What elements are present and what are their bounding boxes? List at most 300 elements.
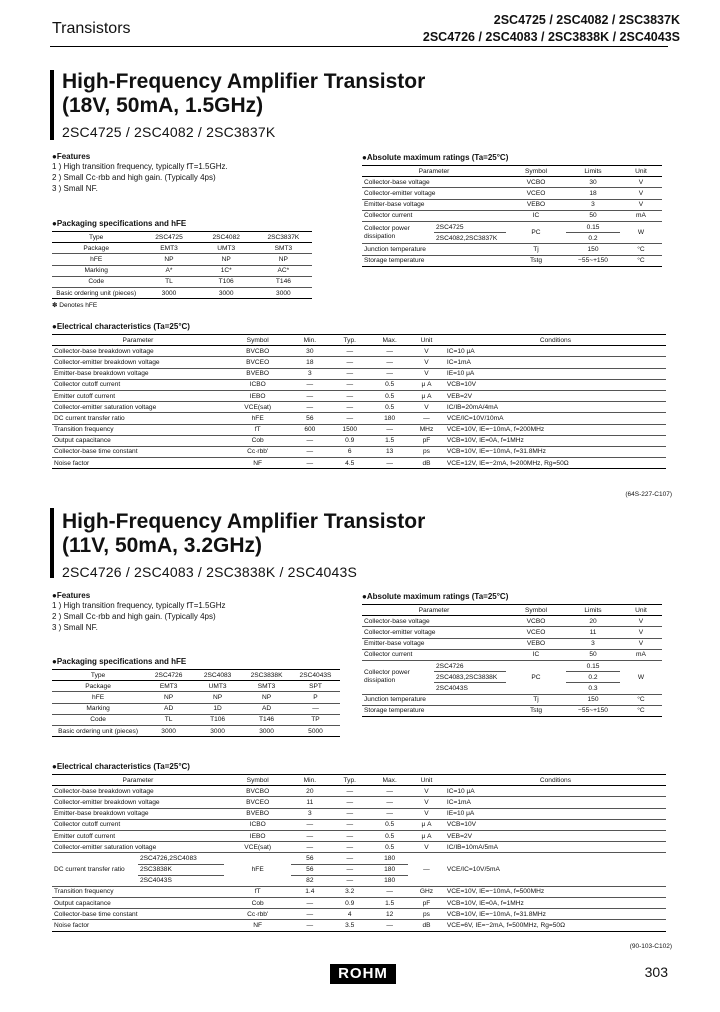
table-row xyxy=(52,276,312,287)
section1-title-line2: (18V, 50mA, 1.5GHz) xyxy=(62,94,264,117)
table-cell: °C xyxy=(620,244,662,255)
table-cell: — xyxy=(291,379,328,390)
table-cell: — xyxy=(371,357,408,368)
table-row xyxy=(362,660,662,671)
table-row xyxy=(52,797,666,808)
table-cell: TL xyxy=(144,714,193,725)
param-cell: Emitter cutoff current xyxy=(52,830,224,841)
param-cell: Collector power dissipation xyxy=(362,221,434,243)
table-cell: 11 xyxy=(291,797,328,808)
table-row xyxy=(52,692,340,703)
param-cell: Collector cutoff current xyxy=(52,379,224,390)
table-cell: Package xyxy=(52,243,140,254)
table-cell: 3000 xyxy=(242,725,291,736)
table-header xyxy=(362,605,662,616)
table-cell: VEBO xyxy=(506,199,566,210)
table-cell: 18 xyxy=(291,357,328,368)
packaging-title: ●Packaging specifications and hFE xyxy=(52,657,187,666)
table-row xyxy=(52,681,340,692)
table-cell: V xyxy=(408,786,445,797)
section1-code: (64S-227-C107) xyxy=(625,491,672,498)
table-row xyxy=(52,424,666,435)
table-cell: 1.5 xyxy=(371,435,408,446)
section2-title-line2: (11V, 50mA, 3.2GHz) xyxy=(62,534,262,557)
table-cell: Tstg xyxy=(506,255,566,266)
table-cell: — xyxy=(328,413,371,424)
table-cell: ICBO xyxy=(224,819,292,830)
table-cell: — xyxy=(371,886,408,897)
table-row xyxy=(52,287,312,298)
table-cell: 11 xyxy=(566,627,620,638)
abs-ratings-table xyxy=(362,165,662,267)
variant-cell: 2SC4083,2SC3838K xyxy=(434,672,506,683)
header-cell: 2SC4726 xyxy=(144,670,193,681)
section2-parts: 2SC4726 / 2SC4083 / 2SC3838K / 2SC4043S xyxy=(62,564,357,580)
table-cell: — xyxy=(371,458,408,469)
table-cell: NP xyxy=(144,692,193,703)
table-cell: VCB=10V, IE=−10mA, f=31.8MHz xyxy=(445,909,666,920)
table-cell: VCEO xyxy=(506,627,566,638)
param-cell: Collector-emitter voltage xyxy=(362,188,506,199)
table-cell: V xyxy=(620,638,662,649)
table-cell: SPT xyxy=(291,681,340,692)
param-cell: Noise factor xyxy=(52,920,224,931)
param-cell: Emitter-base breakdown voltage xyxy=(52,368,224,379)
table-row xyxy=(52,265,312,276)
param-cell: DC current transfer ratio xyxy=(52,413,224,424)
table-cell: IC=1mA xyxy=(445,797,666,808)
table-cell: 56 xyxy=(291,864,328,875)
table-header xyxy=(52,670,340,681)
unit-cell: W xyxy=(620,221,662,243)
table-cell: — xyxy=(291,909,328,920)
table-cell: — xyxy=(328,797,371,808)
table-row xyxy=(52,243,312,254)
table-cell: — xyxy=(291,898,328,909)
table-cell: 3 xyxy=(566,638,620,649)
header-cell: Limits xyxy=(566,166,620,177)
variant-cell: 2SC4043S xyxy=(138,875,224,886)
section2-packaging xyxy=(52,657,342,737)
table-cell: IE=10 μA xyxy=(445,368,666,379)
table-cell: IC=1mA xyxy=(445,357,666,368)
table-cell: 1C* xyxy=(198,265,255,276)
param-cell: Collector current xyxy=(362,210,506,221)
table-row xyxy=(362,616,662,627)
table-cell: EMT3 xyxy=(140,243,197,254)
table-row xyxy=(52,886,666,897)
feature-item: 3 ) Small NF. xyxy=(52,623,98,632)
feature-item: 3 ) Small NF. xyxy=(52,184,98,193)
table-cell: 5000 xyxy=(291,725,340,736)
param-cell: Output capacitance xyxy=(52,435,224,446)
table-cell: EMT3 xyxy=(144,681,193,692)
table-cell: Code xyxy=(52,714,144,725)
variant-cell: 2SC4726,2SC4083 xyxy=(138,853,224,864)
abs-ratings-title: ●Absolute maximum ratings (Ta=25°C) xyxy=(362,153,509,162)
table-row xyxy=(52,703,340,714)
table-cell: 4.5 xyxy=(328,458,371,469)
table-cell: — xyxy=(371,920,408,931)
header-cell: Min. xyxy=(291,335,328,346)
table-cell: T146 xyxy=(255,276,312,287)
table-cell: Cc·rbb' xyxy=(224,909,292,920)
table-row xyxy=(362,255,662,266)
table-cell: AD xyxy=(144,703,193,714)
limit-cell: 0.3 xyxy=(566,683,620,694)
table-cell: VCE=10V, IE=−10mA, f=500MHz xyxy=(445,886,666,897)
table-cell: °C xyxy=(620,705,662,716)
page-number: 303 xyxy=(644,964,668,980)
table-cell: V xyxy=(620,188,662,199)
section1-title-line1: High-Frequency Amplifier Transistor xyxy=(62,70,426,93)
table-cell: — xyxy=(371,368,408,379)
table-header xyxy=(52,232,312,243)
table-cell: ps xyxy=(408,909,445,920)
table-row xyxy=(52,379,666,390)
table-cell: — xyxy=(371,797,408,808)
packaging-table xyxy=(52,231,312,299)
header-cell: Conditions xyxy=(445,775,666,786)
table-row xyxy=(362,188,662,199)
table-cell: — xyxy=(291,703,340,714)
category-label: Transistors xyxy=(52,20,131,37)
table-cell: pF xyxy=(408,435,445,446)
table-cell: — xyxy=(328,379,371,390)
table-cell: 56 xyxy=(291,853,328,864)
header-cell: Parameter xyxy=(52,335,224,346)
table-cell: VCE/IC=10V/10mA xyxy=(445,413,666,424)
param-cell: Collector-base time constant xyxy=(52,446,224,457)
table-cell: MHz xyxy=(408,424,445,435)
table-cell: 180 xyxy=(371,853,408,864)
table-cell: BVCBO xyxy=(224,786,292,797)
symbol-cell: PC xyxy=(506,221,566,243)
table-row xyxy=(52,909,666,920)
table-row xyxy=(52,714,340,725)
param-cell: Storage temperature xyxy=(362,255,506,266)
table-cell: μ A xyxy=(408,819,445,830)
table-cell: UMT3 xyxy=(193,681,242,692)
table-cell: Code xyxy=(52,276,140,287)
table-cell: V xyxy=(620,199,662,210)
table-row xyxy=(52,786,666,797)
table-cell: IC xyxy=(506,210,566,221)
table-row xyxy=(52,920,666,931)
header-parts-line1: 2SC4725 / 2SC4082 / 2SC3837K xyxy=(493,13,680,27)
features-list xyxy=(52,161,322,194)
table-cell: Marking xyxy=(52,703,144,714)
table-cell: V xyxy=(408,808,445,819)
table-cell: — xyxy=(291,842,328,853)
table-cell: V xyxy=(408,346,445,357)
limit-cell: 0.15 xyxy=(566,221,620,232)
header-cell: Parameter xyxy=(362,166,506,177)
table-cell: μ A xyxy=(408,830,445,841)
section2-code: (90-103-C102) xyxy=(629,943,672,950)
table-cell: VCBO xyxy=(506,177,566,188)
header-cell: 2SC3838K xyxy=(242,670,291,681)
table-cell: VEBO xyxy=(506,638,566,649)
table-cell: — xyxy=(328,819,371,830)
symbol-cell: PC xyxy=(506,660,566,694)
cond-cell: VCE/IC=10V/5mA xyxy=(445,853,666,887)
header-cell: Unit xyxy=(620,605,662,616)
header-cell: Unit xyxy=(408,335,445,346)
table-cell: 3000 xyxy=(140,287,197,298)
table-cell: VCB=10V, IE=−10mA, f=31.8MHz xyxy=(445,446,666,457)
table-cell: BVEBO xyxy=(224,368,292,379)
elec-table xyxy=(52,334,666,469)
table-cell: V xyxy=(620,616,662,627)
table-cell: 0.5 xyxy=(371,402,408,413)
table-cell: VCE(sat) xyxy=(224,402,292,413)
table-cell: 6 xyxy=(328,446,371,457)
section2-title xyxy=(62,510,425,558)
variant-cell: 2SC4726 xyxy=(434,660,506,671)
rohm-logo: ROHM xyxy=(330,964,396,984)
header-cell: 2SC3837K xyxy=(255,232,312,243)
table-cell: TL xyxy=(140,276,197,287)
header-cell: 2SC4082 xyxy=(198,232,255,243)
table-cell: 600 xyxy=(291,424,328,435)
header-cell: Symbol xyxy=(506,166,566,177)
table-cell: — xyxy=(291,402,328,413)
table-cell: Tj xyxy=(506,244,566,255)
table-row xyxy=(362,694,662,705)
table-cell: 3.2 xyxy=(328,886,371,897)
table-row xyxy=(52,368,666,379)
table-cell: IC/IB=20mA/4mA xyxy=(445,402,666,413)
table-cell: — xyxy=(291,458,328,469)
table-cell: NF xyxy=(224,458,292,469)
variant-cell: 2SC4082,2SC3837K xyxy=(434,233,506,244)
table-row xyxy=(362,244,662,255)
table-cell: SMT3 xyxy=(242,681,291,692)
table-cell: BVCEO xyxy=(224,797,292,808)
header-cell: Type xyxy=(52,670,144,681)
table-cell: 4 xyxy=(328,909,371,920)
table-cell: Tj xyxy=(506,694,566,705)
param-cell: Collector-base voltage xyxy=(362,616,506,627)
param-cell: Emitter cutoff current xyxy=(52,390,224,401)
section1-abs-ratings xyxy=(362,153,664,267)
limit-cell: 0.2 xyxy=(566,233,620,244)
param-cell: Transition frequency xyxy=(52,886,224,897)
header-cell: 2SC4083 xyxy=(193,670,242,681)
table-cell: AD xyxy=(242,703,291,714)
section2-bar xyxy=(50,508,54,578)
param-cell: Collector-emitter saturation voltage xyxy=(52,402,224,413)
header-cell: Parameter xyxy=(52,775,224,786)
table-cell: 3000 xyxy=(255,287,312,298)
param-cell: Collector current xyxy=(362,649,506,660)
table-cell: Cob xyxy=(224,435,292,446)
table-cell: VCEO xyxy=(506,188,566,199)
table-cell: IC xyxy=(506,649,566,660)
packaging-title: ●Packaging specifications and hFE xyxy=(52,219,187,228)
section1-parts: 2SC4725 / 2SC4082 / 2SC3837K xyxy=(62,124,276,140)
table-cell: NP xyxy=(255,254,312,265)
table-cell: fT xyxy=(224,424,292,435)
table-cell: Marking xyxy=(52,265,140,276)
table-cell: IE=10 μA xyxy=(445,808,666,819)
table-cell: 20 xyxy=(291,786,328,797)
param-cell: Collector-emitter breakdown voltage xyxy=(52,357,224,368)
header-parts xyxy=(423,12,680,46)
table-cell: fT xyxy=(224,886,292,897)
table-cell: SMT3 xyxy=(255,243,312,254)
header-cell: Conditions xyxy=(445,335,666,346)
table-row xyxy=(52,413,666,424)
table-cell: 3 xyxy=(291,368,328,379)
table-cell: — xyxy=(328,390,371,401)
param-cell: Emitter-base voltage xyxy=(362,199,506,210)
table-cell: BVEBO xyxy=(224,808,292,819)
param-cell: DC current transfer ratio xyxy=(52,853,138,887)
section2-abs-ratings xyxy=(362,592,664,717)
table-cell: VEB=2V xyxy=(445,830,666,841)
table-row xyxy=(362,705,662,716)
table-cell: 3 xyxy=(291,808,328,819)
table-cell: — xyxy=(371,808,408,819)
table-cell: V xyxy=(408,797,445,808)
table-row xyxy=(52,853,666,864)
table-cell: BVCBO xyxy=(224,346,292,357)
param-cell: Collector-emitter breakdown voltage xyxy=(52,797,224,808)
table-cell: — xyxy=(328,368,371,379)
table-cell: — xyxy=(328,875,371,886)
param-cell: Transition frequency xyxy=(52,424,224,435)
table-cell: — xyxy=(371,424,408,435)
header-cell: Unit xyxy=(620,166,662,177)
table-cell: 150 xyxy=(566,244,620,255)
table-row xyxy=(52,346,666,357)
table-row xyxy=(52,458,666,469)
table-cell: 1D xyxy=(193,703,242,714)
table-row xyxy=(362,177,662,188)
feature-item: 2 ) Small Cc·rbb and high gain. (Typically 4ps) xyxy=(52,173,216,182)
table-cell: — xyxy=(371,786,408,797)
section2-elec xyxy=(52,762,668,932)
table-cell: pF xyxy=(408,898,445,909)
table-cell: — xyxy=(291,920,328,931)
table-row xyxy=(362,649,662,660)
feature-item: 1 ) High transition frequency, typically fT=1.5GHz. xyxy=(52,162,228,171)
table-row xyxy=(52,725,340,736)
section1-bar xyxy=(50,70,54,140)
abs-ratings-title: ●Absolute maximum ratings (Ta=25°C) xyxy=(362,592,509,601)
table-cell: 0.9 xyxy=(328,435,371,446)
header-cell: Symbol xyxy=(506,605,566,616)
table-cell: V xyxy=(408,368,445,379)
table-cell: — xyxy=(328,402,371,413)
table-cell: T106 xyxy=(198,276,255,287)
table-cell: NF xyxy=(224,920,292,931)
header-cell: Symbol xyxy=(224,335,292,346)
section1-title xyxy=(62,70,425,118)
table-cell: — xyxy=(328,830,371,841)
table-row xyxy=(52,842,666,853)
elec-title: ●Electrical characteristics (Ta=25°C) xyxy=(52,762,190,771)
table-cell: — xyxy=(328,864,371,875)
table-header xyxy=(52,335,666,346)
table-row xyxy=(52,446,666,457)
table-cell: 3.5 xyxy=(328,920,371,931)
header-cell: 2SC4725 xyxy=(140,232,197,243)
table-cell: 13 xyxy=(371,446,408,457)
table-cell: NP xyxy=(140,254,197,265)
table-cell: 0.5 xyxy=(371,390,408,401)
table-cell: V xyxy=(408,357,445,368)
header-rule xyxy=(50,46,668,47)
table-row xyxy=(362,638,662,649)
table-cell: 1500 xyxy=(328,424,371,435)
table-row xyxy=(52,898,666,909)
table-row xyxy=(52,402,666,413)
table-cell: GHz xyxy=(408,886,445,897)
table-cell: 0.5 xyxy=(371,379,408,390)
param-cell: Emitter-base breakdown voltage xyxy=(52,808,224,819)
param-cell: Collector cutoff current xyxy=(52,819,224,830)
header-cell: Parameter xyxy=(362,605,506,616)
table-cell: V xyxy=(620,177,662,188)
param-cell: Collector-base time constant xyxy=(52,909,224,920)
table-cell: dB xyxy=(408,458,445,469)
table-cell: °C xyxy=(620,694,662,705)
features-title: ●Features xyxy=(52,591,91,600)
param-cell: Emitter-base voltage xyxy=(362,638,506,649)
table-cell: 3000 xyxy=(193,725,242,736)
packaging-note: ✽ Denotes hFE xyxy=(52,302,98,310)
table-cell: hFE xyxy=(224,413,292,424)
header-cell: Max. xyxy=(371,775,408,786)
table-cell: — xyxy=(291,390,328,401)
table-cell: — xyxy=(291,446,328,457)
table-row xyxy=(362,221,662,232)
table-cell: VCE=6V, IE=−2mA, f=500MHz, Rg=50Ω xyxy=(445,920,666,931)
table-cell: mA xyxy=(620,649,662,660)
table-cell: 0.5 xyxy=(371,819,408,830)
table-cell: Cc·rbb' xyxy=(224,446,292,457)
table-cell: T106 xyxy=(193,714,242,725)
table-cell: 18 xyxy=(566,188,620,199)
section1-features xyxy=(52,152,322,194)
table-row xyxy=(52,819,666,830)
table-cell: P xyxy=(291,692,340,703)
table-cell: hFE xyxy=(52,692,144,703)
param-cell: Storage temperature xyxy=(362,705,506,716)
features-list xyxy=(52,600,322,633)
table-cell: NP xyxy=(198,254,255,265)
header-cell: Min. xyxy=(291,775,328,786)
table-cell: T146 xyxy=(242,714,291,725)
table-cell: 180 xyxy=(371,864,408,875)
table-cell: 180 xyxy=(371,413,408,424)
header-cell: Unit xyxy=(408,775,445,786)
table-cell: 12 xyxy=(371,909,408,920)
table-row xyxy=(362,199,662,210)
table-cell: ICBO xyxy=(224,379,292,390)
table-cell: V xyxy=(620,627,662,638)
header-cell: 2SC4043S xyxy=(291,670,340,681)
section1-packaging xyxy=(52,219,322,309)
header-cell: Limits xyxy=(566,605,620,616)
limit-cell: 0.15 xyxy=(566,660,620,671)
table-cell: 180 xyxy=(371,875,408,886)
packaging-table xyxy=(52,669,340,737)
table-cell: 56 xyxy=(291,413,328,424)
